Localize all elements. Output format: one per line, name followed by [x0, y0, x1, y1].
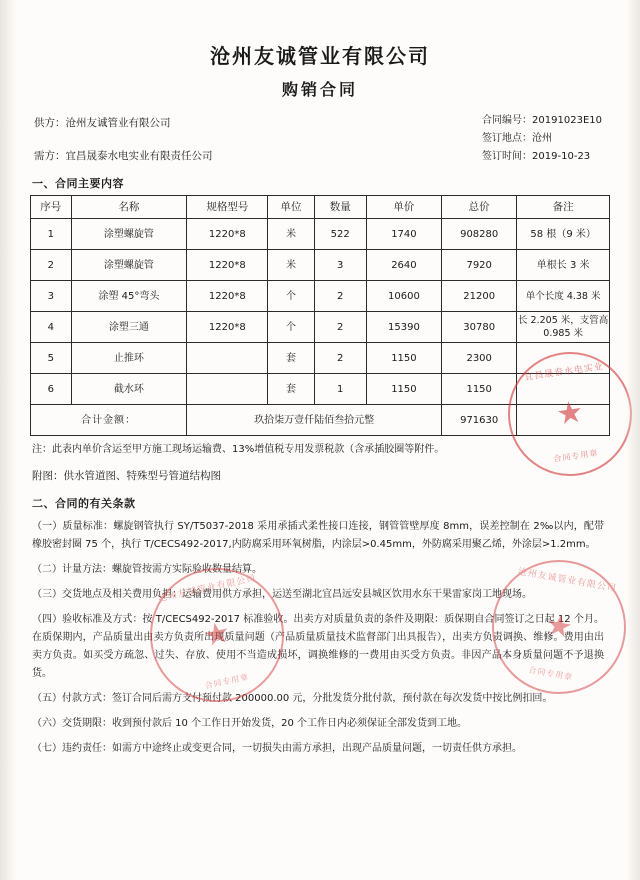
contract-no-value: 20191023E10	[532, 115, 602, 126]
th-unit: 单位	[268, 196, 314, 219]
cell-unit: 套	[268, 343, 314, 374]
cell-remark	[517, 374, 610, 405]
table-row	[31, 219, 610, 250]
supplier-seal-secondary-bottom-text: 合同专用章	[527, 665, 574, 683]
cell-remark: 长 2.205 米，支管高 0.985 米	[517, 312, 610, 343]
clause-text: 螺旋管按需方实际验收数量结算。	[112, 564, 262, 575]
buyer-name: 宜昌晟泰水电实业有限责任公司	[65, 150, 213, 162]
cell-index: 2	[31, 250, 72, 281]
clause-title: 违约责任：	[62, 743, 112, 754]
cell-total-price: 1150	[442, 374, 517, 405]
cell-remark: 单个长度 4.38 米	[517, 281, 610, 312]
clause-title: 计量方法：	[62, 564, 112, 575]
cell-index: 3	[31, 281, 72, 312]
clause-no: （五）	[32, 693, 62, 704]
cell-total-price: 7920	[442, 250, 517, 281]
cell-name: 止推环	[71, 343, 187, 374]
cell-unit-price: 15390	[366, 312, 441, 343]
table-row	[31, 374, 610, 405]
table-header-row	[31, 196, 610, 219]
cell-unit: 个	[268, 281, 314, 312]
clause-title: 质量标准：	[62, 521, 114, 532]
cell-qty: 522	[314, 219, 366, 250]
contract-no-label: 合同编号：	[482, 115, 533, 126]
th-total-price: 总价	[442, 196, 517, 219]
cell-index: 5	[31, 343, 72, 374]
clause-item	[32, 690, 610, 708]
clause-text: 按 T/CECS492-2017 标准验收。出卖方对质量负责的条件及期限：质保期自合同签订之日起 12 个月。在质保期内，产品质量出由卖方负责所出现质量问题（产品质量质量技术监督部门出具报告），出卖方负责调换、维修。费用由出卖方负责。如买受方疏忽、过失、存放、使用不当造成损坏，调换维修的一费用由买受方负责。非因产品本身质量问题不予退换货。	[32, 614, 604, 679]
clause-text: 收到预付款后 10 个工作日开始发货，20 个工作日内必须保证全部发货到工地。	[112, 718, 467, 729]
summary-remark	[517, 405, 610, 436]
clause-title: 交货地点及相关费用负担：	[62, 589, 182, 600]
cell-spec	[187, 374, 268, 405]
supplier-seal-bottom-text: 合同专用章	[203, 672, 250, 691]
cell-name: 涂塑螺旋管	[71, 219, 187, 250]
buyer-seal-bottom-text: 合同专用章	[553, 448, 599, 464]
sign-time-label: 签订时间：	[482, 151, 533, 162]
clause-text: 如需方中途终止或变更合同，一切损失由需方承担，出现产品质量问题，一切责任供方承担。	[112, 743, 522, 754]
contract-no-row	[482, 112, 602, 130]
table-summary-row	[31, 405, 610, 436]
cell-qty: 2	[314, 281, 366, 312]
cell-unit: 米	[268, 219, 314, 250]
clause-title: 验收标准及方式：	[62, 614, 143, 625]
table-row	[31, 250, 610, 281]
th-remark: 备注	[517, 196, 610, 219]
cell-unit-price: 1740	[366, 219, 441, 250]
cell-index: 6	[31, 374, 72, 405]
cell-total-price: 908280	[442, 219, 517, 250]
sign-place-row	[482, 130, 602, 148]
cell-total-price: 21200	[442, 281, 517, 312]
clause-item	[32, 740, 610, 758]
cell-remark: 单根长 3 米	[517, 250, 610, 281]
cell-remark: 58 根（9 米）	[517, 219, 610, 250]
clause-no: （七）	[32, 743, 62, 754]
table-row	[31, 281, 610, 312]
cell-total-price: 2300	[442, 343, 517, 374]
clause-item	[32, 606, 610, 683]
summary-label: 合计金额：	[31, 405, 187, 436]
cell-qty: 3	[314, 250, 366, 281]
cell-name: 截水环	[71, 374, 187, 405]
summary-words: 玖拾柒万壹仟陆佰叁拾元整	[187, 405, 442, 436]
clause-no: （二）	[32, 564, 62, 575]
cell-spec	[187, 343, 268, 374]
clause-no: （四）	[32, 614, 63, 625]
cell-unit-price: 1150	[366, 343, 441, 374]
th-spec: 规格型号	[187, 196, 268, 219]
cell-unit-price: 10600	[366, 281, 441, 312]
th-qty: 数量	[314, 196, 366, 219]
supplier-seal-top-text: 沧州友诚管业有限公司	[157, 573, 258, 605]
cell-unit-price: 2640	[366, 250, 441, 281]
items-table	[30, 195, 610, 436]
cell-spec: 1220*8	[187, 219, 268, 250]
cell-name: 涂塑三通	[71, 312, 187, 343]
cell-index: 4	[31, 312, 72, 343]
buyer-label: 需方：	[34, 150, 66, 162]
table-row	[31, 312, 610, 343]
table-note: 注：此表内单价含运至甲方施工现场运输费、13%增值税专用发票税款（含承插胶圈等附件。	[32, 444, 445, 455]
cell-unit-price: 1150	[366, 374, 441, 405]
sign-time-value: 2019-10-23	[532, 151, 591, 162]
section-one-title: 一、合同主要内容	[32, 177, 124, 190]
document-type-title: 购销合同	[281, 80, 358, 99]
clause-item	[32, 561, 610, 579]
th-index: 序号	[31, 196, 72, 219]
page-title: 沧州友诚管业有限公司	[210, 44, 430, 68]
cell-unit: 米	[268, 250, 314, 281]
table-row	[31, 343, 610, 374]
clause-item	[32, 586, 610, 604]
cell-qty: 2	[314, 343, 366, 374]
cell-unit: 套	[268, 374, 314, 405]
clause-item	[32, 715, 610, 733]
sign-place-value: 沧州	[532, 133, 553, 144]
star-icon: ★	[554, 394, 586, 433]
clause-no: （一）	[32, 521, 63, 532]
clause-text: 运输费用供方承担，运送至湖北宜昌远安县城区饮用水东干果雷家岗工地现场。	[182, 589, 532, 600]
cell-name: 涂塑 45°弯头	[71, 281, 187, 312]
cell-remark	[517, 343, 610, 374]
sign-place-label: 签订地点：	[482, 133, 533, 144]
cell-total-price: 30780	[442, 312, 517, 343]
clause-no: （三）	[32, 589, 62, 600]
clause-text: 签订合同后需方支付预付款 200000.00 元，分批发货分批付款，预付款在每次发货中按比例扣回。	[112, 693, 553, 704]
clause-title: 交货期限：	[62, 718, 112, 729]
contract-meta	[482, 112, 602, 166]
supplier-label: 供方：	[34, 117, 66, 129]
cell-unit: 个	[268, 312, 314, 343]
summary-amount: 971630	[442, 405, 517, 436]
cell-spec: 1220*8	[187, 312, 268, 343]
section-two-title: 二、合同的有关条款	[32, 497, 136, 510]
cell-name: 涂塑螺旋管	[71, 250, 187, 281]
supplier-name: 沧州友诚管业有限公司	[65, 117, 171, 129]
cell-qty: 2	[314, 312, 366, 343]
sign-time-row	[482, 148, 602, 166]
star-icon: ★	[200, 614, 234, 655]
clause-text: 螺旋钢管执行 SY/T5037-2018 采用承插式柔性接口连接，钢管管壁厚度 8mm，误差控制在 2‰以内，配带橡胶密封圈 75 个，执行 T/CECS492-2017,内防腐采用环氧树脂，内涂层>0.45mm，外防腐采用聚乙烯，外涂层>1.2mm。	[32, 521, 605, 550]
th-unit-price: 单价	[366, 196, 441, 219]
cell-qty: 1	[314, 374, 366, 405]
clause-item	[32, 518, 610, 554]
cell-spec: 1220*8	[187, 250, 268, 281]
star-icon: ★	[542, 606, 576, 647]
th-name: 名称	[71, 196, 187, 219]
party-block	[30, 114, 610, 166]
clause-no: （六）	[32, 718, 62, 729]
cell-spec: 1220*8	[187, 281, 268, 312]
supplier-seal-secondary-top-text: 沧州友诚管业有限公司	[517, 567, 618, 595]
buyer-seal-top-text: 宜昌晟泰水电实业	[523, 361, 605, 383]
attachment-line: 附图：供水管道图、特殊型号管道结构图	[32, 470, 221, 482]
clause-title: 付款方式：	[62, 693, 112, 704]
cell-index: 1	[31, 219, 72, 250]
